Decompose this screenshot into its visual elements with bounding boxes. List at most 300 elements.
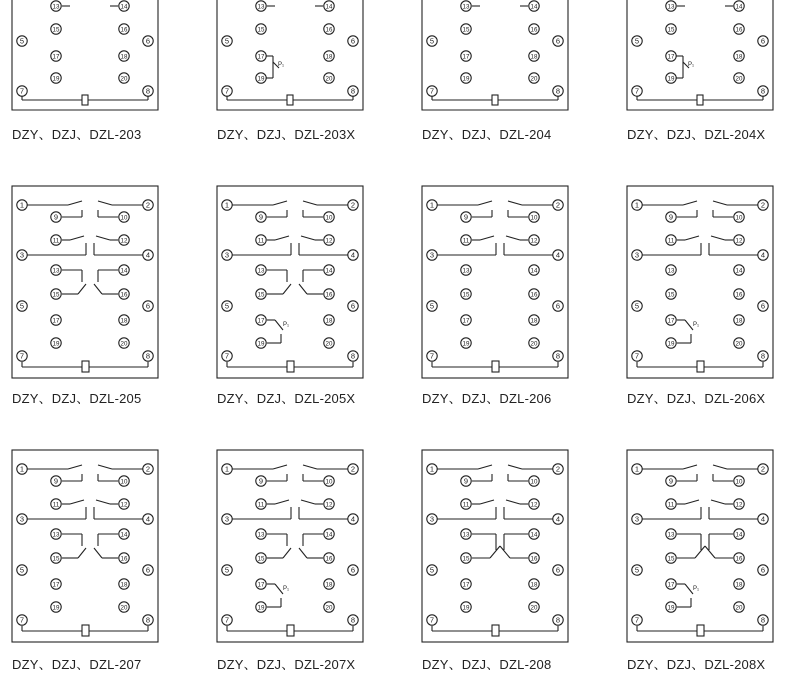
terminal-label: 3: [634, 250, 640, 260]
contact-blade: [711, 500, 725, 504]
terminal-8: [758, 615, 768, 625]
terminal-17: [461, 51, 471, 61]
terminal-5: [17, 36, 27, 46]
terminal-label: 16: [530, 26, 538, 34]
panel-frame: [627, 450, 773, 642]
terminal-label: 19: [257, 75, 265, 83]
switch-mark: P₁: [283, 322, 290, 328]
terminal-1: [17, 464, 27, 474]
terminal-5: [17, 565, 27, 575]
terminal-label: 12: [735, 237, 743, 245]
terminal-label: 17: [52, 581, 60, 589]
terminal-6: [553, 565, 563, 575]
terminal-16: [324, 289, 334, 299]
terminal-6: [348, 301, 358, 311]
terminal-label: 17: [462, 581, 470, 589]
terminal-label: 14: [530, 531, 538, 539]
terminal-13: [256, 1, 266, 11]
contact-blade: [303, 201, 317, 205]
row1-frame-1: [217, 0, 363, 110]
diagram-panel-7: [627, 186, 773, 378]
terminal-label: 13: [52, 267, 60, 275]
terminal-label: 17: [462, 53, 470, 61]
terminal-8: [553, 351, 563, 361]
caption-dzl-203: DZY、DZJ、DZL-203: [12, 127, 142, 142]
terminal-19: [51, 338, 61, 348]
terminal-20: [529, 602, 539, 612]
diagram-panel-10: [422, 450, 568, 642]
terminal-6: [553, 36, 563, 46]
terminal-2: [758, 464, 768, 474]
panel-frame: [12, 0, 158, 110]
terminal-label: 9: [53, 212, 59, 222]
terminal-label: 5: [429, 301, 435, 311]
terminal-12: [119, 499, 129, 509]
contact-blade: [683, 201, 697, 205]
coil-symbol: [697, 361, 704, 372]
terminal-label: 13: [462, 267, 470, 275]
contact-blade: [508, 201, 522, 205]
terminal-label: 1: [19, 464, 25, 474]
terminal-6: [143, 565, 153, 575]
contact-blade: [480, 500, 494, 504]
caption-dzl-204x: DZY、DZJ、DZL-204X: [627, 127, 766, 142]
terminal-5: [222, 565, 232, 575]
terminal-label: 7: [429, 351, 435, 361]
terminal-15: [666, 24, 676, 34]
terminal-14: [324, 1, 334, 11]
terminal-label: 4: [760, 250, 766, 260]
terminal-label: 14: [325, 267, 333, 275]
terminal-13: [461, 265, 471, 275]
contact-blade: [683, 465, 697, 469]
terminal-16: [529, 24, 539, 34]
terminal-label: 4: [760, 514, 766, 524]
terminal-label: 18: [325, 317, 333, 325]
terminal-label: 4: [350, 514, 356, 524]
terminal-label: 16: [530, 291, 538, 299]
terminal-3: [222, 250, 232, 260]
terminal-7: [17, 615, 27, 625]
contact-blade: [301, 500, 315, 504]
contact-blade: [96, 500, 110, 504]
terminal-11: [51, 235, 61, 245]
contact-blade: [705, 546, 715, 558]
terminal-label: 8: [145, 615, 151, 625]
terminal-label: 17: [667, 317, 675, 325]
terminal-label: 8: [555, 351, 561, 361]
terminal-17: [51, 315, 61, 325]
terminal-7: [17, 86, 27, 96]
coil-symbol: [697, 95, 703, 105]
terminal-label: 16: [735, 555, 743, 563]
terminal-20: [119, 602, 129, 612]
terminal-label: 5: [19, 565, 25, 575]
terminal-17: [256, 579, 266, 589]
terminal-label: 5: [19, 36, 25, 46]
terminal-label: 14: [325, 3, 333, 11]
terminal-label: 17: [257, 53, 265, 61]
contact-blade: [78, 284, 86, 294]
terminal-label: 6: [350, 36, 356, 46]
terminal-19: [666, 602, 676, 612]
terminal-17: [256, 315, 266, 325]
terminal-label: 11: [52, 237, 60, 245]
terminal-10: [119, 476, 129, 486]
terminal-3: [632, 514, 642, 524]
terminal-label: 18: [120, 581, 128, 589]
terminal-label: 4: [555, 250, 561, 260]
terminal-label: 14: [735, 3, 743, 11]
contact-blade: [273, 201, 287, 205]
terminal-13: [666, 265, 676, 275]
panel-frame: [422, 0, 568, 110]
terminal-20: [529, 338, 539, 348]
terminal-label: 20: [735, 604, 743, 612]
terminal-label: 10: [325, 214, 333, 222]
switch-blade: [685, 584, 693, 594]
terminal-label: 6: [145, 565, 151, 575]
terminal-15: [666, 289, 676, 299]
terminal-label: 16: [735, 26, 743, 34]
terminal-label: 8: [760, 615, 766, 625]
terminal-20: [734, 73, 744, 83]
terminal-label: 15: [52, 26, 60, 34]
contact-blade: [500, 546, 510, 558]
coil-symbol: [697, 625, 704, 636]
contact-blade: [299, 548, 307, 558]
terminal-label: 12: [325, 501, 333, 509]
terminal-14: [119, 529, 129, 539]
terminal-19: [51, 602, 61, 612]
terminal-14: [734, 265, 744, 275]
terminal-20: [324, 338, 334, 348]
terminal-5: [632, 36, 642, 46]
terminal-label: 7: [19, 615, 25, 625]
contact-blade: [711, 236, 725, 240]
terminal-9: [256, 476, 266, 486]
terminal-label: 6: [555, 36, 561, 46]
terminal-18: [119, 579, 129, 589]
terminal-label: 9: [463, 476, 469, 486]
terminal-16: [324, 24, 334, 34]
terminal-label: 5: [19, 301, 25, 311]
terminal-17: [51, 51, 61, 61]
contact-blade: [78, 548, 86, 558]
terminal-10: [734, 476, 744, 486]
contact-blade: [713, 465, 727, 469]
contact-blade: [98, 201, 112, 205]
terminal-5: [427, 36, 437, 46]
terminal-label: 13: [52, 3, 60, 11]
terminal-6: [348, 36, 358, 46]
terminal-label: 8: [555, 86, 561, 96]
terminal-label: 12: [120, 501, 128, 509]
contact-blade: [96, 236, 110, 240]
caption-dzl-207: DZY、DZJ、DZL-207: [12, 657, 142, 672]
terminal-9: [461, 476, 471, 486]
caption-dzl-206x: DZY、DZJ、DZL-206X: [627, 391, 766, 406]
contact-blade: [283, 548, 291, 558]
terminal-label: 16: [120, 555, 128, 563]
terminal-label: 15: [667, 26, 675, 34]
terminal-11: [461, 235, 471, 245]
panel-frame: [217, 0, 363, 110]
terminal-label: 10: [530, 214, 538, 222]
terminal-20: [324, 73, 334, 83]
terminal-8: [553, 615, 563, 625]
terminal-15: [461, 24, 471, 34]
terminal-15: [256, 553, 266, 563]
terminal-label: 6: [555, 565, 561, 575]
terminal-label: 11: [257, 237, 265, 245]
terminal-label: 16: [530, 555, 538, 563]
diagram-panel-5: [217, 186, 363, 378]
terminal-7: [222, 615, 232, 625]
terminal-label: 7: [224, 615, 230, 625]
terminal-5: [17, 301, 27, 311]
terminal-label: 7: [429, 86, 435, 96]
terminal-7: [427, 351, 437, 361]
terminal-label: 16: [120, 291, 128, 299]
terminal-16: [119, 553, 129, 563]
terminal-label: 15: [52, 291, 60, 299]
coil-symbol: [82, 625, 89, 636]
terminal-19: [51, 73, 61, 83]
terminal-label: 10: [120, 214, 128, 222]
terminal-label: 6: [145, 36, 151, 46]
terminal-label: 5: [224, 301, 230, 311]
terminal-label: 20: [325, 604, 333, 612]
terminal-label: 18: [325, 53, 333, 61]
terminal-label: 3: [429, 514, 435, 524]
terminal-16: [529, 289, 539, 299]
terminal-18: [734, 315, 744, 325]
terminal-label: 8: [350, 615, 356, 625]
terminal-16: [529, 553, 539, 563]
terminal-label: 5: [224, 36, 230, 46]
terminal-label: 11: [462, 237, 470, 245]
terminal-label: 19: [667, 340, 675, 348]
terminal-label: 20: [735, 340, 743, 348]
terminal-label: 12: [325, 237, 333, 245]
terminal-label: 8: [145, 351, 151, 361]
terminal-label: 1: [634, 464, 640, 474]
terminal-label: 6: [760, 36, 766, 46]
terminal-label: 5: [634, 36, 640, 46]
panel-frame: [422, 186, 568, 378]
terminal-label: 9: [258, 212, 264, 222]
switch-blade: [275, 320, 283, 330]
terminal-20: [734, 338, 744, 348]
contact-blade: [506, 500, 520, 504]
terminal-label: 18: [120, 53, 128, 61]
terminal-label: 5: [634, 301, 640, 311]
row1-frame-3: [627, 0, 773, 110]
terminal-16: [734, 553, 744, 563]
terminal-label: 15: [667, 555, 675, 563]
terminal-4: [143, 250, 153, 260]
contact-blade: [695, 546, 705, 558]
terminal-label: 19: [52, 340, 60, 348]
terminal-label: 5: [224, 565, 230, 575]
terminal-label: 1: [429, 200, 435, 210]
coil-symbol: [82, 95, 88, 105]
terminal-label: 2: [145, 464, 151, 474]
terminal-8: [348, 615, 358, 625]
terminal-label: 9: [668, 212, 674, 222]
terminal-18: [119, 51, 129, 61]
terminal-label: 15: [52, 555, 60, 563]
terminal-19: [666, 338, 676, 348]
terminal-label: 5: [429, 565, 435, 575]
terminal-2: [143, 464, 153, 474]
terminal-label: 17: [257, 317, 265, 325]
terminal-13: [461, 1, 471, 11]
terminal-14: [529, 529, 539, 539]
switch-mark: P₁: [688, 62, 695, 68]
panel-frame: [12, 186, 158, 378]
panel-frame: [12, 450, 158, 642]
terminal-15: [461, 553, 471, 563]
terminal-label: 12: [530, 501, 538, 509]
terminal-label: 16: [120, 26, 128, 34]
terminal-label: 6: [350, 565, 356, 575]
terminal-label: 2: [760, 464, 766, 474]
terminal-12: [324, 235, 334, 245]
terminal-4: [553, 514, 563, 524]
terminal-label: 14: [120, 531, 128, 539]
terminal-label: 3: [429, 250, 435, 260]
terminal-11: [51, 499, 61, 509]
terminal-label: 8: [350, 351, 356, 361]
caption-dzl-207x: DZY、DZJ、DZL-207X: [217, 657, 356, 672]
terminal-label: 3: [19, 250, 25, 260]
coil-symbol: [492, 625, 499, 636]
terminal-label: 11: [667, 501, 675, 509]
contact-blade: [275, 236, 289, 240]
terminal-19: [256, 338, 266, 348]
terminal-18: [324, 315, 334, 325]
terminal-12: [529, 499, 539, 509]
terminal-label: 15: [257, 555, 265, 563]
terminal-12: [324, 499, 334, 509]
terminal-18: [119, 315, 129, 325]
terminal-17: [461, 315, 471, 325]
diagram-panel-8: [12, 450, 158, 642]
terminal-2: [348, 200, 358, 210]
terminal-1: [222, 464, 232, 474]
terminal-16: [119, 289, 129, 299]
terminal-label: 2: [145, 200, 151, 210]
terminal-10: [529, 212, 539, 222]
terminal-20: [119, 73, 129, 83]
terminal-11: [666, 235, 676, 245]
contact-blade: [299, 284, 307, 294]
terminal-label: 17: [257, 581, 265, 589]
terminal-label: 20: [120, 75, 128, 83]
caption-dzl-206: DZY、DZJ、DZL-206: [422, 391, 552, 406]
terminal-1: [17, 200, 27, 210]
terminal-label: 7: [224, 86, 230, 96]
terminal-18: [529, 315, 539, 325]
terminal-label: 7: [634, 86, 640, 96]
contact-blade: [70, 236, 84, 240]
terminal-4: [143, 514, 153, 524]
terminal-4: [553, 250, 563, 260]
terminal-19: [666, 73, 676, 83]
terminal-label: 14: [735, 531, 743, 539]
terminal-10: [119, 212, 129, 222]
terminal-label: 9: [258, 476, 264, 486]
terminal-2: [553, 464, 563, 474]
contact-blade: [478, 465, 492, 469]
diagram-panel-4: [12, 186, 158, 378]
terminal-label: 11: [667, 237, 675, 245]
terminal-6: [758, 565, 768, 575]
terminal-label: 7: [634, 351, 640, 361]
terminal-label: 18: [735, 581, 743, 589]
terminal-label: 2: [350, 464, 356, 474]
terminal-11: [666, 499, 676, 509]
terminal-10: [324, 476, 334, 486]
terminal-8: [143, 86, 153, 96]
terminal-6: [758, 301, 768, 311]
terminal-label: 6: [555, 301, 561, 311]
terminal-label: 15: [257, 291, 265, 299]
terminal-2: [143, 200, 153, 210]
terminal-label: 20: [325, 340, 333, 348]
terminal-11: [461, 499, 471, 509]
terminal-16: [734, 289, 744, 299]
terminal-label: 16: [325, 291, 333, 299]
terminal-label: 17: [462, 317, 470, 325]
switch-blade: [275, 584, 283, 594]
terminal-label: 12: [530, 237, 538, 245]
terminal-label: 5: [634, 565, 640, 575]
terminal-8: [143, 615, 153, 625]
terminal-label: 3: [634, 514, 640, 524]
terminal-label: 12: [735, 501, 743, 509]
caption-dzl-203x: DZY、DZJ、DZL-203X: [217, 127, 356, 142]
terminal-label: 16: [325, 26, 333, 34]
terminal-label: 17: [667, 53, 675, 61]
contact-blade: [303, 465, 317, 469]
terminal-label: 8: [760, 351, 766, 361]
caption-dzl-208: DZY、DZJ、DZL-208: [422, 657, 552, 672]
terminal-2: [758, 200, 768, 210]
terminal-3: [427, 514, 437, 524]
switch-mark: P₁: [283, 586, 290, 592]
terminal-19: [461, 602, 471, 612]
terminal-9: [51, 212, 61, 222]
terminal-14: [529, 1, 539, 11]
contact-blade: [283, 284, 291, 294]
terminal-label: 15: [462, 26, 470, 34]
terminal-8: [143, 351, 153, 361]
terminal-label: 19: [667, 75, 675, 83]
terminal-1: [632, 464, 642, 474]
terminal-19: [461, 73, 471, 83]
terminal-label: 8: [555, 615, 561, 625]
terminal-label: 13: [257, 267, 265, 275]
terminal-17: [666, 51, 676, 61]
terminal-18: [734, 579, 744, 589]
terminal-13: [256, 529, 266, 539]
terminal-13: [51, 529, 61, 539]
terminal-15: [256, 289, 266, 299]
contact-blade: [94, 284, 102, 294]
